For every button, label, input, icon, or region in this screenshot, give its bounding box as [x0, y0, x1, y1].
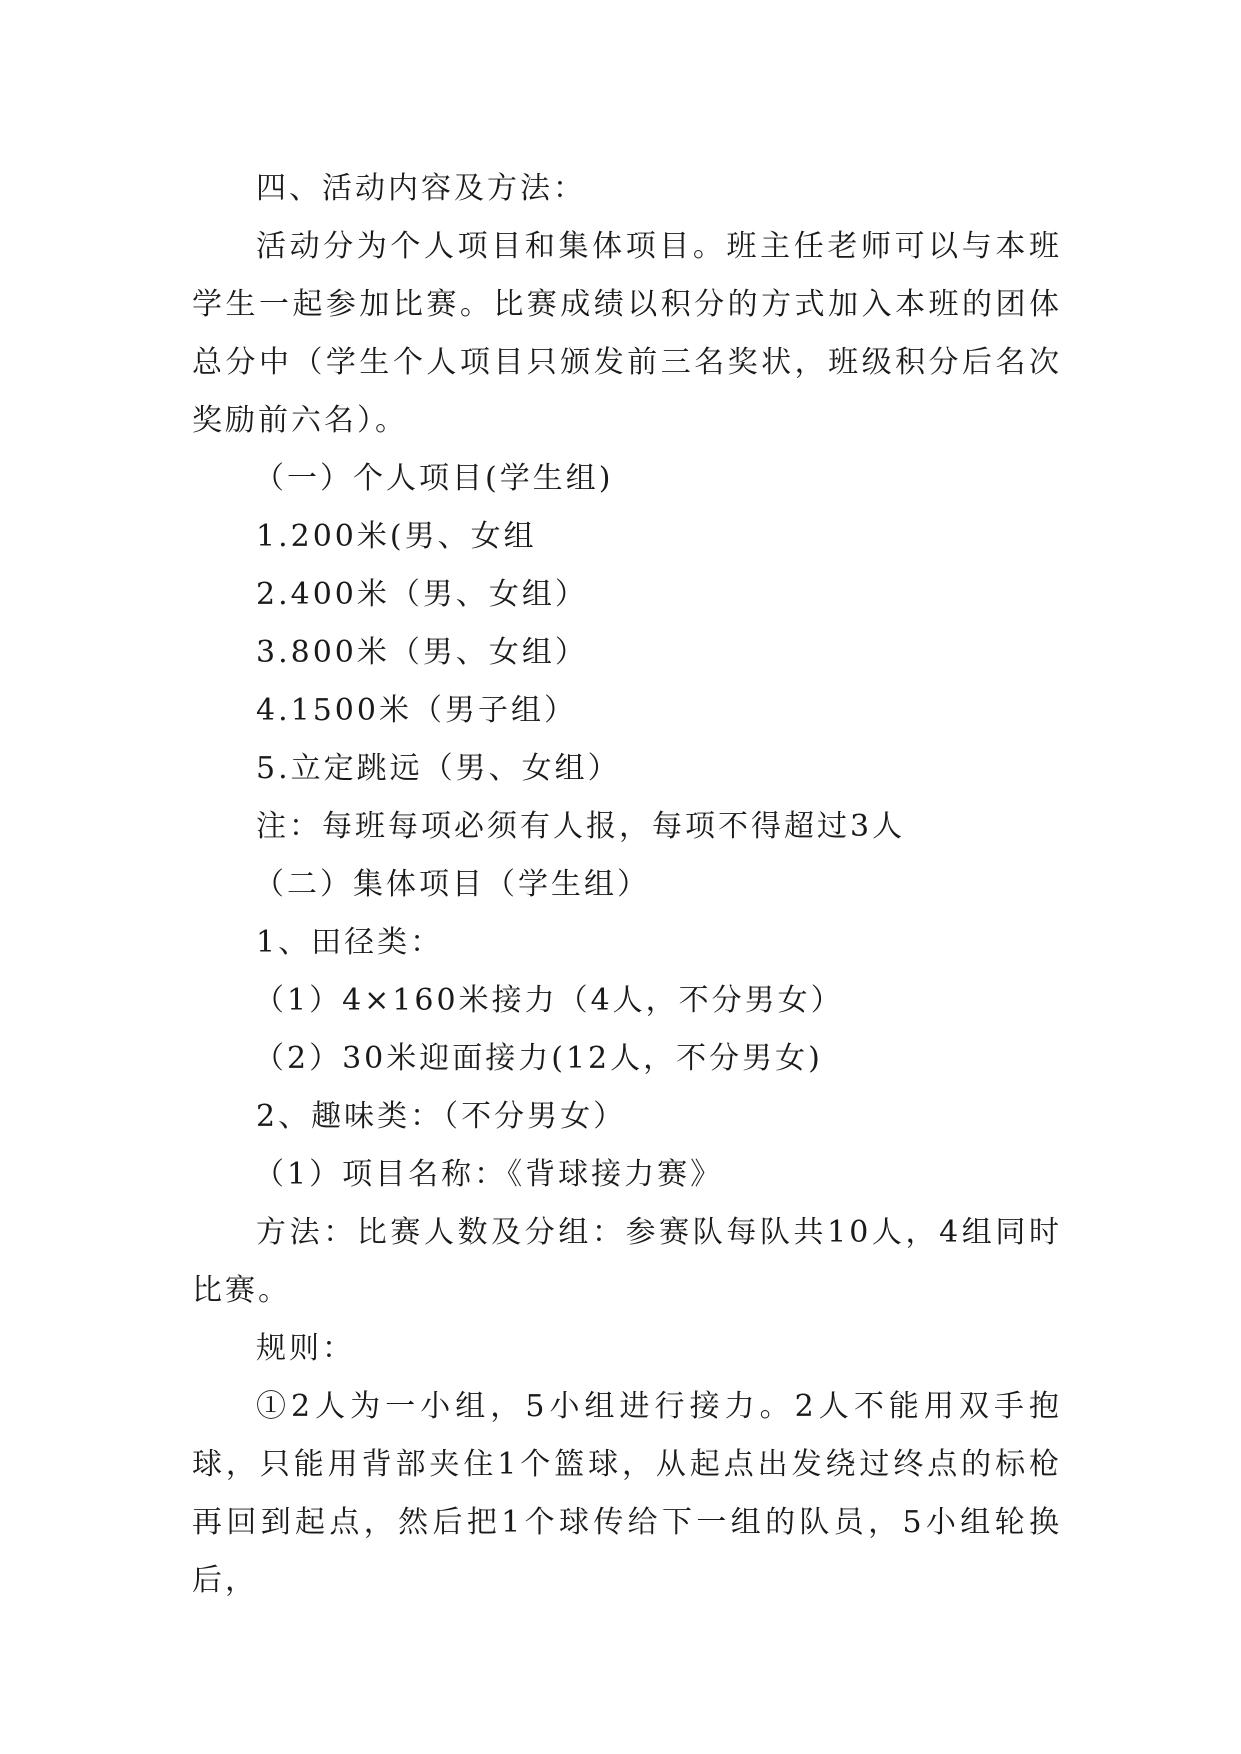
category-heading: 2、趣味类：（不分男女）: [256, 1099, 627, 1134]
note-paragraph: 注：每班每项必须有人报，每项不得超过3人: [256, 809, 906, 844]
list-item: 5.立定跳远（男、女组）: [256, 751, 621, 786]
document-body: [192, 160, 1062, 1610]
category-heading: 1、田径类：: [256, 925, 444, 960]
list-item: （1）4×160米接力（4人，不分男女）: [254, 983, 844, 1018]
body-paragraph: 活动分为个人项目和集体项目。班主任老师可以与本班学生一起参加比赛。比赛成绩以积分的方式加入本班的团体总分中（学生个人项目只颁发前三名奖状，班级积分后名次奖励前六名）。: [192, 229, 1062, 438]
section-heading: 四、活动内容及方法：: [256, 171, 586, 206]
list-item: 4.1500米（男子组）: [256, 693, 577, 728]
list-item: 1.200米(男、女组: [256, 519, 537, 554]
list-item: （2）30米迎面接力(12人，不分男女): [254, 1041, 823, 1076]
rules-heading: 规则：: [256, 1331, 355, 1366]
list-item: 3.800米（男、女组）: [256, 635, 588, 670]
subsection-heading: （二）集体项目（学生组）: [254, 867, 650, 902]
body-paragraph: ①2人为一小组，5小组进行接力。2人不能用双手抱球，只能用背部夹住1个篮球，从起点出发绕过终点的标枪再回到起点，然后把1个球传给下一组的队员，5小组轮换后，: [192, 1389, 1062, 1598]
subsection-heading: （一）个人项目(学生组): [254, 461, 614, 496]
list-item: （1）项目名称：《背球接力赛》: [254, 1157, 724, 1192]
list-item: 2.400米（男、女组）: [256, 577, 588, 612]
body-paragraph: 方法：比赛人数及分组：参赛队每队共10人，4组同时比赛。: [192, 1215, 1062, 1308]
